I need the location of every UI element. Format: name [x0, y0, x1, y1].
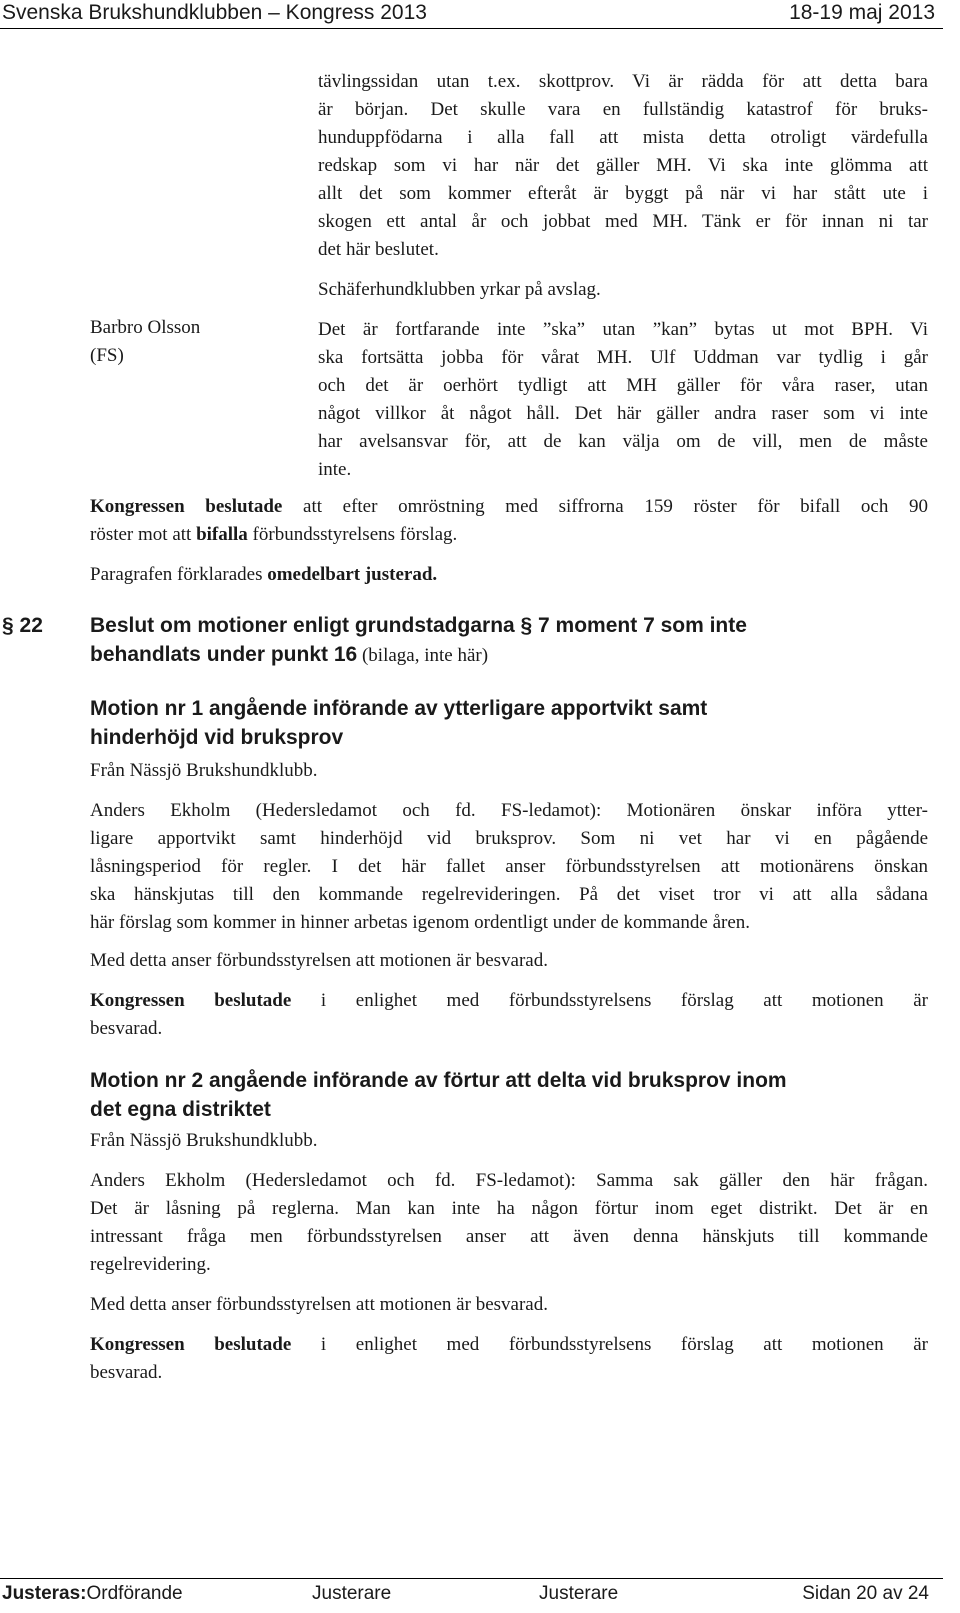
- header-date: 18-19 maj 2013: [789, 1, 935, 24]
- speaker-org: (FS): [90, 345, 124, 366]
- footer-page-number: Sidan 20 av 24: [802, 1583, 929, 1604]
- text-line: Det är fortfarande inte ”ska” utan ”kan” bytas ut mot BPH. Vi: [318, 319, 928, 340]
- text-line: ska fortsätta jobba för vårat MH. Ulf Uddman var tydlig i går: [318, 347, 928, 368]
- section-number: § 22: [2, 614, 43, 637]
- text-line: och det är oerhört tydligt att MH gäller för våra raser, utan: [318, 375, 928, 396]
- decision-bold: Kongressen beslutade: [90, 496, 283, 517]
- text-line: Det är låsning på reglerna. Man kan inte ha någon förtur inom eget distrikt. Det är en: [90, 1198, 928, 1219]
- continued-speech: [318, 68, 928, 264]
- motion-1-answered: Med detta anser förbundsstyrelsen att motionen är besvarad.: [90, 950, 548, 971]
- motion-2-title: Motion nr 2 angående införande av förtur att delta vid bruksprov inom det egna distriktet: [90, 1069, 787, 1121]
- speaker-name: Barbro Olsson: [90, 317, 201, 338]
- text-line: Anders Ekholm (Hedersledamot och fd. FS-ledamot): Samma sak gäller den här frågan.: [90, 1170, 928, 1191]
- footer-justeras-label: Justeras:: [2, 1583, 87, 1604]
- text-line: har avelsansvar för, att de kan välja om de vill, men de måste: [318, 431, 928, 452]
- text-line: Anders Ekholm (Hedersledamot och fd. FS-ledamot): Motionären önskar införa ytter-: [90, 800, 928, 821]
- text-line: redskap som vi har när det gäller MH. Vi ska inte glömma att: [318, 155, 928, 176]
- motion-2-discussion: [90, 1167, 928, 1279]
- motion-2-answered: Med detta anser förbundsstyrelsen att motionen är besvarad.: [90, 1294, 548, 1315]
- footer-ordforande: Ordförande: [86, 1583, 183, 1604]
- text-line: är början. Det skulle vara en fullständig katastrof för bruks-: [318, 99, 928, 120]
- text-line: hunduppfödarna i alla fall att mista detta otroligt värdefulla: [318, 127, 928, 148]
- page-header: [0, 0, 943, 29]
- text-line: ska hänskjutas till den kommande regelrevideringen. På det viset tror vi att alla sådana: [90, 884, 928, 905]
- text-line: skogen ett antal år och jobbat med MH. Tänk er för innan ni tar: [318, 211, 928, 232]
- text-line: det här beslutet.: [318, 239, 439, 260]
- text-line: låsningsperiod för regler. I det här fallet anser förbundsstyrelsen att motionärens önskan: [90, 856, 928, 877]
- barbro-speech: [318, 316, 928, 484]
- text-line: något villkor åt något håll. Det här gäller andra raser som vi inte: [318, 403, 928, 424]
- section-heading: Beslut om motioner enligt grundstadgarna § 7 moment 7 som inte behandlats under punkt 16 (bilaga, inte här): [90, 614, 747, 666]
- text-line: tävlingssidan utan t.ex. skottprov. Vi är rädda för att detta bara: [318, 71, 928, 92]
- header-title: Svenska Brukshundklubben – Kongress 2013: [2, 1, 427, 24]
- motion-2-from: Från Nässjö Brukshundklubb.: [90, 1130, 318, 1151]
- text-line: inte.: [318, 459, 352, 480]
- footer-justerare-1: Justerare: [312, 1583, 392, 1604]
- motion-2-decision: Kongressen beslutade i enlighet med förbundsstyrelsens förslag att motionen är besvarad.: [90, 1334, 928, 1383]
- text-line: allt det som kommer efteråt är byggt på när vi har stått ute i: [318, 183, 928, 204]
- motion-1-discussion: [90, 797, 928, 937]
- schafer-statement: Schäferhundklubben yrkar på avslag.: [318, 279, 601, 300]
- footer-justerare-2: Justerare: [539, 1583, 619, 1604]
- text-line: regelrevidering.: [90, 1254, 211, 1275]
- speaker-label: [90, 314, 270, 370]
- decision-vote: Kongressen beslutade att efter omröstning med siffrorna 159 röster för bifall och 90 röster mot att bifalla förbundsstyrelsens förslag.: [90, 496, 928, 545]
- paragraph-adjusted: Paragrafen förklarades omedelbart justerad.: [90, 564, 438, 585]
- motion-1-title: Motion nr 1 angående införande av ytterligare apportvikt samt hinderhöjd vid bruksprov: [90, 697, 708, 749]
- page-footer: [0, 1578, 943, 1609]
- text-line: här förslag som kommer in hinner arbetas igenom ordentligt under de kommande åren.: [90, 912, 751, 933]
- motion-1-from: Från Nässjö Brukshundklubb.: [90, 760, 318, 781]
- text-line: intressant fråga men förbundsstyrelsen anser att även denna hänskjuts till kommande: [90, 1226, 928, 1247]
- motion-1-decision: Kongressen beslutade i enlighet med förbundsstyrelsens förslag att motionen är besvarad.: [90, 990, 928, 1039]
- text-line: ligare apportvikt samt hinderhöjd vid bruksprov. Som ni vet har vi en pågående: [90, 828, 928, 849]
